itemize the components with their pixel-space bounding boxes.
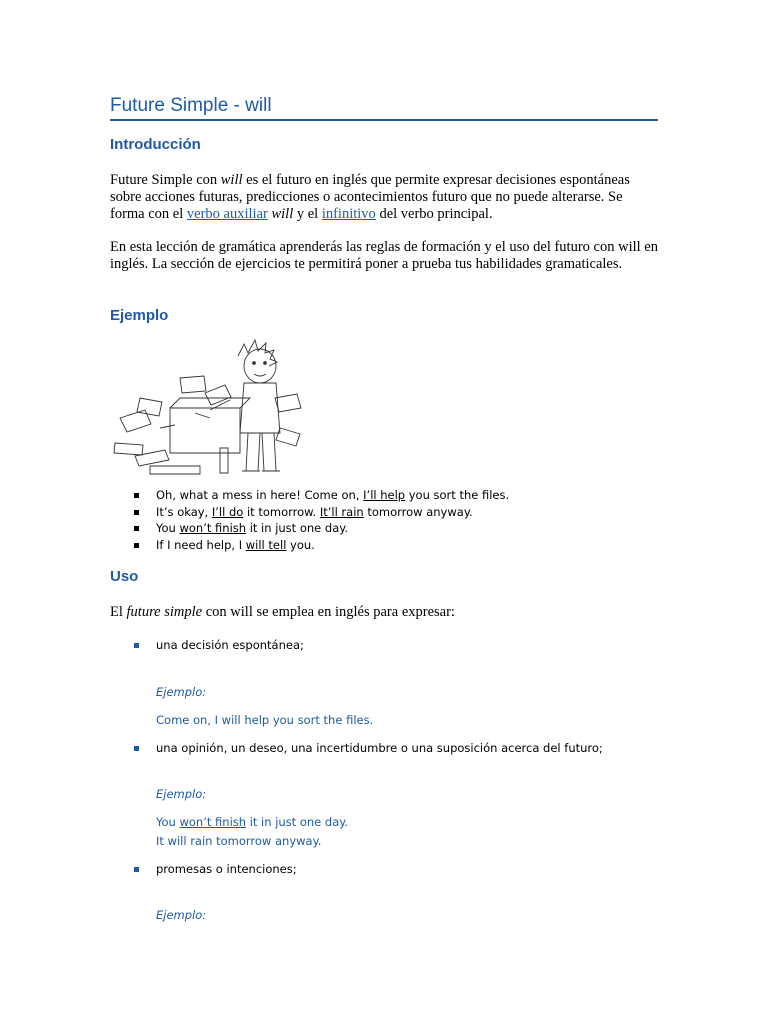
uso-example-1: Come on, I will help you sort the files. [156,713,374,727]
uso-heading: Uso [110,568,139,585]
list-item: If I need help, I will tell you. [132,537,509,554]
ejemplo-label-1: Ejemplo: [156,685,207,699]
page-title: Future Simple - will [110,95,658,121]
intro-paragraph-1: Future Simple con will es el futuro en inglés que permite expresar decisiones espontáneas sobre acciones futuras, predicciones o acontecimientos futuro que no puede alterarse. Se forma con el verbo auxiliar will y el infinitivo del verbo principal. [110,172,630,222]
ejemplo-label-2: Ejemplo: [156,787,207,801]
ejemplo-label-3: Ejemplo: [156,908,207,922]
list-item: It’s okay, I’ll do it tomorrow. It’ll rain tomorrow anyway. [132,504,509,521]
list-item: Oh, what a mess in here! Come on, I’ll help you sort the files. [132,487,509,504]
uso-item-2: una opinión, un deseo, una incertidumbre o una suposición acerca del futuro; [132,740,603,756]
boy-with-messy-papers-illustration [110,338,308,478]
uso-item-3: promesas o intenciones; [132,861,297,877]
example-list [132,487,509,553]
uso-example-2b: It will rain tomorrow anyway. [156,834,322,848]
list-item: You won’t finish it in just one day. [132,520,509,537]
uso-example-2a: You won’t finish it in just one day. [156,815,349,829]
intro-heading: Introducción [110,136,201,153]
uso-intro: El future simple con will se emplea en inglés para expresar: [110,604,455,620]
infinitivo-link[interactable]: infinitivo [321,206,376,222]
example-heading: Ejemplo [110,307,169,324]
verbo-auxiliar-link[interactable]: verbo auxiliar [186,206,268,222]
intro-paragraph-2: En esta lección de gramática aprenderás las reglas de formación y el uso del futuro con will en inglés. La sección de ejercicios te permitirá poner a prueba tus habilidades gramaticales. [110,239,658,272]
uso-item-1: una decisión espontánea; [132,637,304,653]
